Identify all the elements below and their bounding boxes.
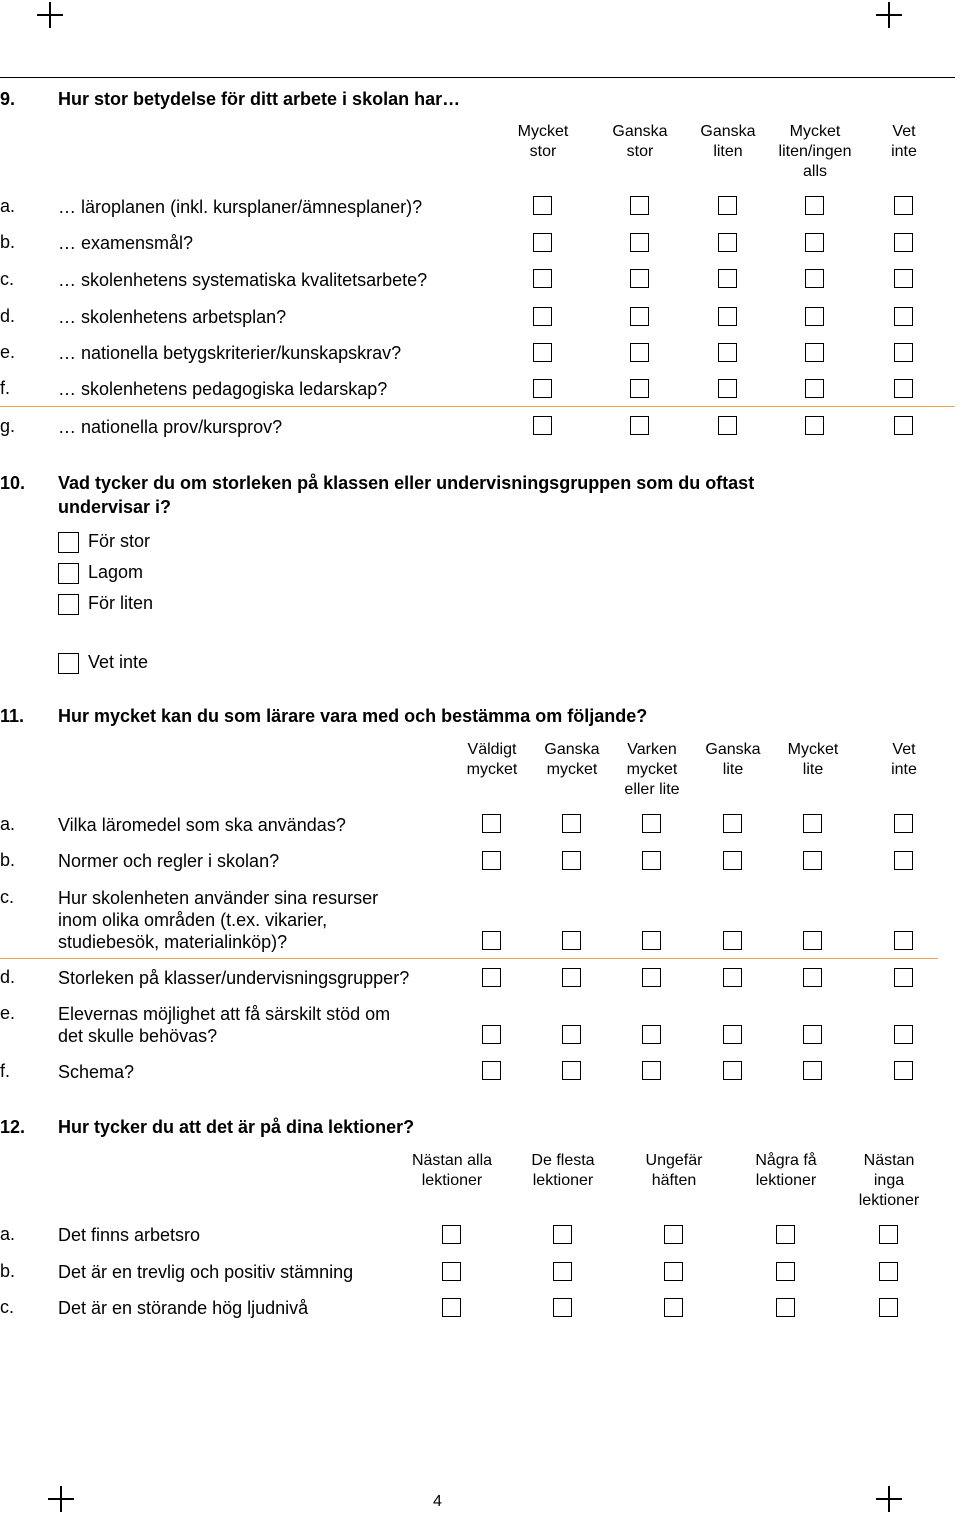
q9-checkbox-5-2[interactable] (718, 379, 737, 398)
q9-checkbox-0-2[interactable] (718, 196, 737, 215)
q9-checkbox-1-2[interactable] (718, 233, 737, 252)
q11-checkbox-2-2[interactable] (642, 931, 661, 950)
q9-header-1: Ganska stor (612, 123, 668, 160)
q12-checkbox-1-2[interactable] (664, 1262, 683, 1281)
q11-checkbox-0-2[interactable] (642, 814, 661, 833)
q11-checkbox-5-3[interactable] (723, 1061, 742, 1080)
q9-checkbox-1-1[interactable] (630, 233, 649, 252)
q11-checkbox-5-0[interactable] (482, 1061, 501, 1080)
registration-mark-bottom-right (876, 1486, 902, 1512)
q9-item-text: … nationella betygskriterier/kunskapskrav? (58, 343, 402, 363)
q9-checkbox-3-3[interactable] (805, 307, 824, 326)
q12-checkbox-1-4[interactable] (879, 1262, 898, 1281)
q9-item-letter: b. (0, 232, 16, 252)
q11-checkbox-5-5[interactable] (894, 1061, 913, 1080)
q9-checkbox-5-0[interactable] (533, 379, 552, 398)
q11-checkbox-4-4[interactable] (803, 1025, 822, 1044)
registration-mark-bottom-left (48, 1486, 74, 1512)
registration-mark-top-right (876, 2, 902, 28)
top-rule (0, 77, 955, 78)
q9-header-4: Vet inte (891, 123, 917, 160)
q12-item-text: Det är en trevlig och positiv stämning (58, 1262, 354, 1282)
q10-question: Vad tycker du om storleken på klassen eller undervisningsgruppen som du oftast undervisar i? (58, 473, 755, 517)
q9-item-letter: c. (0, 269, 15, 289)
q11-checkbox-4-3[interactable] (723, 1025, 742, 1044)
q11-item-letter: d. (0, 967, 16, 987)
q11-header-1: Ganska mycket (544, 741, 600, 778)
q10-option-label-0: För stor (88, 531, 151, 551)
q9-item-text: … skolenhetens arbetsplan? (58, 307, 287, 327)
q12-item-letter: b. (0, 1261, 16, 1281)
q11-item-text: Hur skolenheten använder sina resurser inom olika områden (t.ex. vikarier, studiebesök, materialinköp)? (58, 888, 379, 952)
q9-checkbox-0-3[interactable] (805, 196, 824, 215)
q10-option-label-2: För liten (88, 593, 154, 613)
q11-checkbox-2-3[interactable] (723, 931, 742, 950)
q11-checkbox-1-0[interactable] (482, 851, 501, 870)
q11-header-5: Vet inte (891, 741, 917, 778)
q11-checkbox-0-1[interactable] (562, 814, 581, 833)
q10-option-label-1: Lagom (88, 562, 144, 582)
q11-checkbox-5-2[interactable] (642, 1061, 661, 1080)
q11-checkbox-2-4[interactable] (803, 931, 822, 950)
q12-checkbox-0-3[interactable] (776, 1225, 795, 1244)
q9-divider (0, 406, 955, 407)
q12-checkbox-0-4[interactable] (879, 1225, 898, 1244)
q9-checkbox-4-4[interactable] (894, 343, 913, 362)
q12-item-letter: c. (0, 1297, 15, 1317)
q9-checkbox-3-4[interactable] (894, 307, 913, 326)
q11-header-4: Mycket lite (787, 741, 839, 778)
q9-question: Hur stor betydelse för ditt arbete i skolan har… (58, 89, 461, 109)
q12-checkbox-2-0[interactable] (442, 1298, 461, 1317)
q11-checkbox-0-5[interactable] (894, 814, 913, 833)
q9-checkbox-0-0[interactable] (533, 196, 552, 215)
q11-checkbox-4-2[interactable] (642, 1025, 661, 1044)
q9-checkbox-6-1[interactable] (630, 416, 649, 435)
q12-header-3: Några få lektioner (755, 1152, 817, 1189)
q12-question: Hur tycker du att det är på dina lektioner? (58, 1117, 415, 1137)
q12-item-text: Det är en störande hög ljudnivå (58, 1298, 309, 1318)
q11-checkbox-2-0[interactable] (482, 931, 501, 950)
q9-checkbox-4-3[interactable] (805, 343, 824, 362)
q11-header-2: Varken mycket eller lite (624, 741, 680, 798)
q9-item-text: … nationella prov/kursprov? (58, 417, 283, 437)
q9-item-text: … skolenhetens pedagogiska ledarskap? (58, 379, 388, 399)
q9-item-text: … läroplanen (inkl. kursplaner/ämnesplaner)? (58, 197, 423, 217)
q12-item-text: Det finns arbetsro (58, 1225, 201, 1245)
registration-mark-top-left (37, 2, 63, 28)
q9-item-text: … examensmål? (58, 233, 194, 253)
q12-number: 12. (0, 1117, 26, 1137)
q11-item-letter: e. (0, 1003, 16, 1023)
q11-checkbox-3-2[interactable] (642, 968, 661, 987)
q10-option-checkbox-2[interactable] (58, 594, 79, 615)
q10-number: 10. (0, 473, 26, 493)
q11-checkbox-4-1[interactable] (562, 1025, 581, 1044)
q9-item-letter: d. (0, 306, 16, 326)
q11-checkbox-5-1[interactable] (562, 1061, 581, 1080)
q11-checkbox-3-4[interactable] (803, 968, 822, 987)
q12-checkbox-0-1[interactable] (553, 1225, 572, 1244)
page-number: 4 (433, 1493, 442, 1510)
q11-number: 11. (0, 706, 25, 726)
q9-checkbox-3-2[interactable] (718, 307, 737, 326)
q10-option-checkbox-1[interactable] (58, 563, 79, 584)
q11-question: Hur mycket kan du som lärare vara med och bestämma om följande? (58, 706, 648, 726)
q12-checkbox-2-3[interactable] (776, 1298, 795, 1317)
q11-checkbox-2-1[interactable] (562, 931, 581, 950)
q9-item-text: … skolenhetens systematiska kvalitetsarbete? (58, 270, 428, 290)
q11-item-letter: c. (0, 887, 15, 907)
q9-header-3: Mycket liten/ingen alls (778, 123, 852, 180)
q11-checkbox-1-4[interactable] (803, 851, 822, 870)
q11-checkbox-1-1[interactable] (562, 851, 581, 870)
q9-checkbox-2-3[interactable] (805, 269, 824, 288)
q9-checkbox-3-0[interactable] (533, 307, 552, 326)
q11-item-text: Normer och regler i skolan? (58, 851, 280, 871)
q11-checkbox-0-4[interactable] (803, 814, 822, 833)
q9-checkbox-2-1[interactable] (630, 269, 649, 288)
q9-number: 9. (0, 89, 16, 109)
q9-checkbox-0-1[interactable] (630, 196, 649, 215)
q12-checkbox-2-4[interactable] (879, 1298, 898, 1317)
q12-checkbox-0-2[interactable] (664, 1225, 683, 1244)
q9-checkbox-0-4[interactable] (894, 196, 913, 215)
q11-checkbox-3-3[interactable] (723, 968, 742, 987)
q11-checkbox-2-5[interactable] (894, 931, 913, 950)
q9-checkbox-2-4[interactable] (894, 269, 913, 288)
q12-checkbox-0-0[interactable] (442, 1225, 461, 1244)
q9-checkbox-5-1[interactable] (630, 379, 649, 398)
q12-checkbox-1-3[interactable] (776, 1262, 795, 1281)
q11-item-text: Vilka läromedel som ska användas? (58, 815, 346, 835)
q11-checkbox-0-3[interactable] (723, 814, 742, 833)
q11-header-3: Ganska lite (705, 741, 761, 778)
q10-option-checkbox-3[interactable] (58, 653, 79, 674)
q11-checkbox-1-2[interactable] (642, 851, 661, 870)
q11-checkbox-3-0[interactable] (482, 968, 501, 987)
q9-item-letter: f. (0, 378, 11, 398)
q9-checkbox-4-2[interactable] (718, 343, 737, 362)
q11-checkbox-4-5[interactable] (894, 1025, 913, 1044)
q12-checkbox-2-2[interactable] (664, 1298, 683, 1317)
q11-item-text: Elevernas möjlighet att få särskilt stöd om det skulle behövas? (58, 1004, 391, 1046)
q9-header-2: Ganska liten (700, 123, 756, 160)
q9-checkbox-5-4[interactable] (894, 379, 913, 398)
q11-checkbox-0-0[interactable] (482, 814, 501, 833)
q12-header-1: De flesta lektioner (531, 1152, 595, 1189)
q12-checkbox-2-1[interactable] (553, 1298, 572, 1317)
q9-item-letter: a. (0, 196, 16, 216)
q9-checkbox-6-2[interactable] (718, 416, 737, 435)
q12-header-4: Nästan inga lektioner (858, 1152, 920, 1209)
q9-item-letter: g. (0, 416, 16, 436)
q12-checkbox-1-1[interactable] (553, 1262, 572, 1281)
q9-checkbox-3-1[interactable] (630, 307, 649, 326)
q11-item-text: Schema? (58, 1062, 135, 1082)
q9-item-letter: e. (0, 342, 16, 362)
q9-checkbox-6-3[interactable] (805, 416, 824, 435)
q11-item-letter: b. (0, 850, 16, 870)
q9-checkbox-2-0[interactable] (533, 269, 552, 288)
q11-header-0: Väldigt mycket (466, 741, 518, 778)
q9-checkbox-1-0[interactable] (533, 233, 552, 252)
q12-header-0: Nästan alla lektioner (411, 1152, 493, 1189)
q9-checkbox-2-2[interactable] (718, 269, 737, 288)
q9-checkbox-4-0[interactable] (533, 343, 552, 362)
q9-checkbox-1-4[interactable] (894, 233, 913, 252)
q9-header-0: Mycket stor (517, 123, 569, 160)
q11-checkbox-5-4[interactable] (803, 1061, 822, 1080)
q11-item-letter: f. (0, 1061, 11, 1081)
q10-option-checkbox-0[interactable] (58, 532, 79, 553)
q9-checkbox-4-1[interactable] (630, 343, 649, 362)
q11-checkbox-3-1[interactable] (562, 968, 581, 987)
q11-item-text: Storleken på klasser/undervisningsgrupper? (58, 968, 410, 988)
q10-option-label-3: Vet inte (88, 652, 149, 672)
q9-checkbox-6-4[interactable] (894, 416, 913, 435)
q9-checkbox-1-3[interactable] (805, 233, 824, 252)
q12-checkbox-1-0[interactable] (442, 1262, 461, 1281)
q11-checkbox-1-3[interactable] (723, 851, 742, 870)
q12-header-2: Ungefär häften (645, 1152, 703, 1189)
q11-divider (0, 958, 938, 959)
q9-checkbox-6-0[interactable] (533, 416, 552, 435)
q11-checkbox-1-5[interactable] (894, 851, 913, 870)
q9-checkbox-5-3[interactable] (805, 379, 824, 398)
q11-item-letter: a. (0, 814, 16, 834)
q11-checkbox-3-5[interactable] (894, 968, 913, 987)
q12-item-letter: a. (0, 1224, 16, 1244)
q11-checkbox-4-0[interactable] (482, 1025, 501, 1044)
